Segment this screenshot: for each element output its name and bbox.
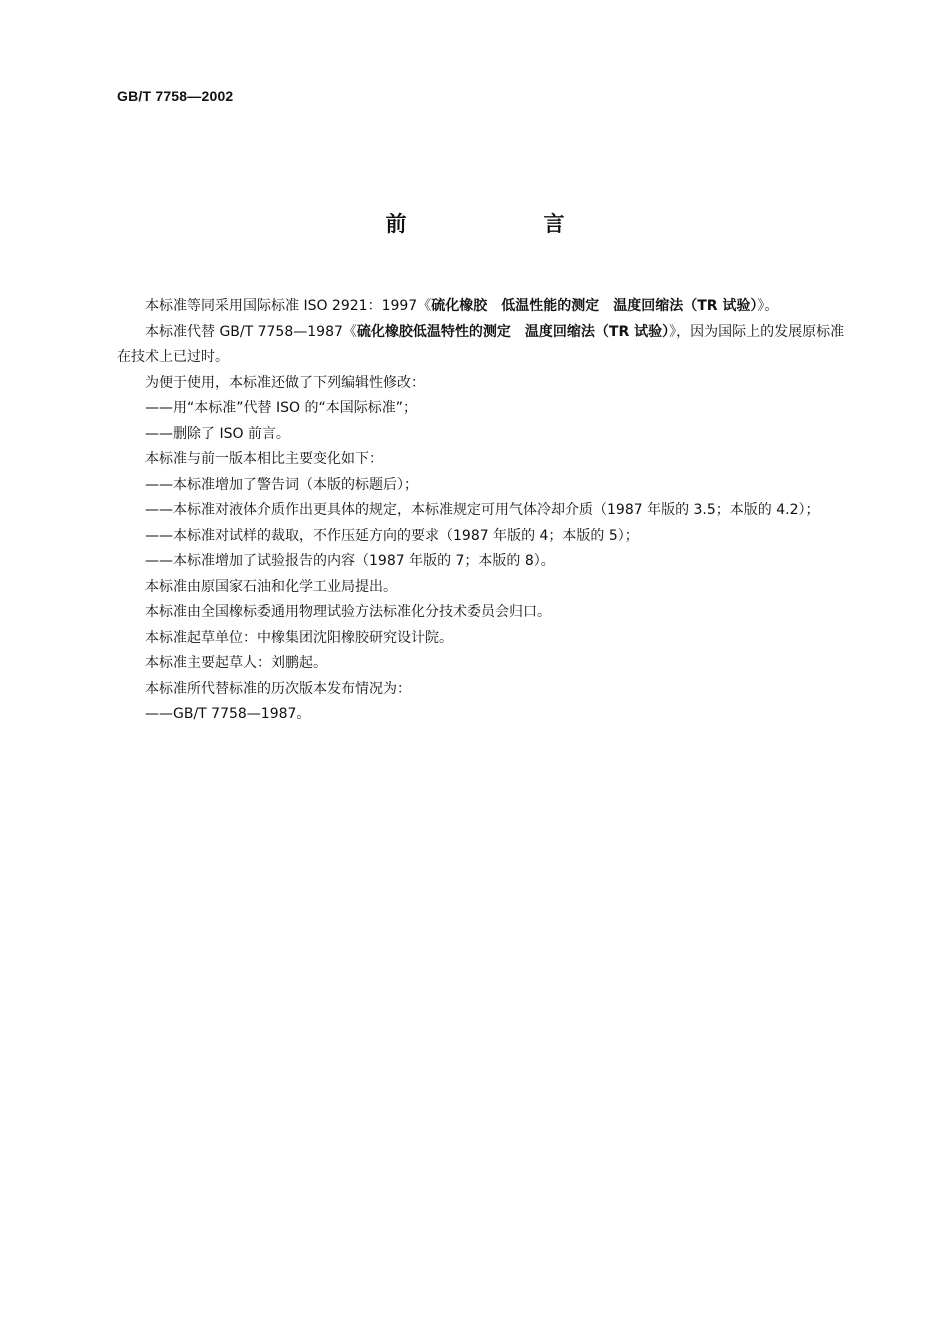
paragraph-committee: 本标准由全国橡标委通用物理试验方法标准化分技术委员会归口。	[145, 604, 551, 620]
page-title: 前 言	[385, 212, 623, 236]
list-item: ——用“本标准”代替 ISO 的“本国际标准”；	[145, 400, 417, 416]
paragraph-adoption-suffix: 》。	[757, 298, 779, 314]
paragraph-adoption	[117, 294, 852, 320]
paragraph-drafting-unit: 本标准起草单位：中橡集团沈阳橡胶研究设计院。	[145, 629, 453, 646]
foreword-body	[117, 294, 852, 728]
list-item: ——GB/T 7758—1987。	[145, 706, 311, 722]
adopted-standard-title: 硫化橡胶 低温性能的测定 温度回缩法（TR 试验）	[431, 298, 758, 314]
paragraph-adoption-prefix: 本标准等同采用国际标准 ISO 2921：1997《	[145, 298, 432, 314]
paragraph-replacement-prefix: 本标准代替 GB/T 7758—1987《	[145, 323, 357, 340]
paragraph-editorial-changes: 为便于使用，本标准还做了下列编辑性修改：	[145, 374, 425, 391]
standard-code: GB/T 7758—2002	[117, 88, 234, 104]
paragraph-drafter: 本标准主要起草人：刘鹏起。	[145, 655, 327, 671]
paragraph-main-changes: 本标准与前一版本相比主要变化如下：	[145, 451, 383, 467]
paragraph-proposer: 本标准由原国家石油和化学工业局提出。	[145, 578, 397, 595]
list-item: ——本标准增加了试验报告的内容（1987 年版的 7；本版的 8）。	[145, 553, 555, 569]
paragraph-history: 本标准所代替标准的历次版本发布情况为：	[145, 680, 411, 697]
list-item: ——本标准对液体介质作出更具体的规定，本标准规定可用气体冷却介质（1987 年版的 3.5；本版的 4.2）；	[145, 502, 820, 518]
list-item: ——删除了 ISO 前言。	[145, 425, 290, 442]
paragraph-replacement-suffix: 》，因为国际上的发展原标准在技术上已过时。	[117, 323, 845, 365]
replaced-standard-title: 硫化橡胶低温特性的测定 温度回缩法（TR 试验）	[356, 323, 670, 340]
list-item: ——本标准对试样的裁取，不作压延方向的要求（1987 年版的 4；本版的 5）；	[145, 527, 639, 544]
paragraph-replacement	[117, 320, 852, 371]
list-item: ——本标准增加了警告词（本版的标题后）；	[145, 476, 418, 493]
